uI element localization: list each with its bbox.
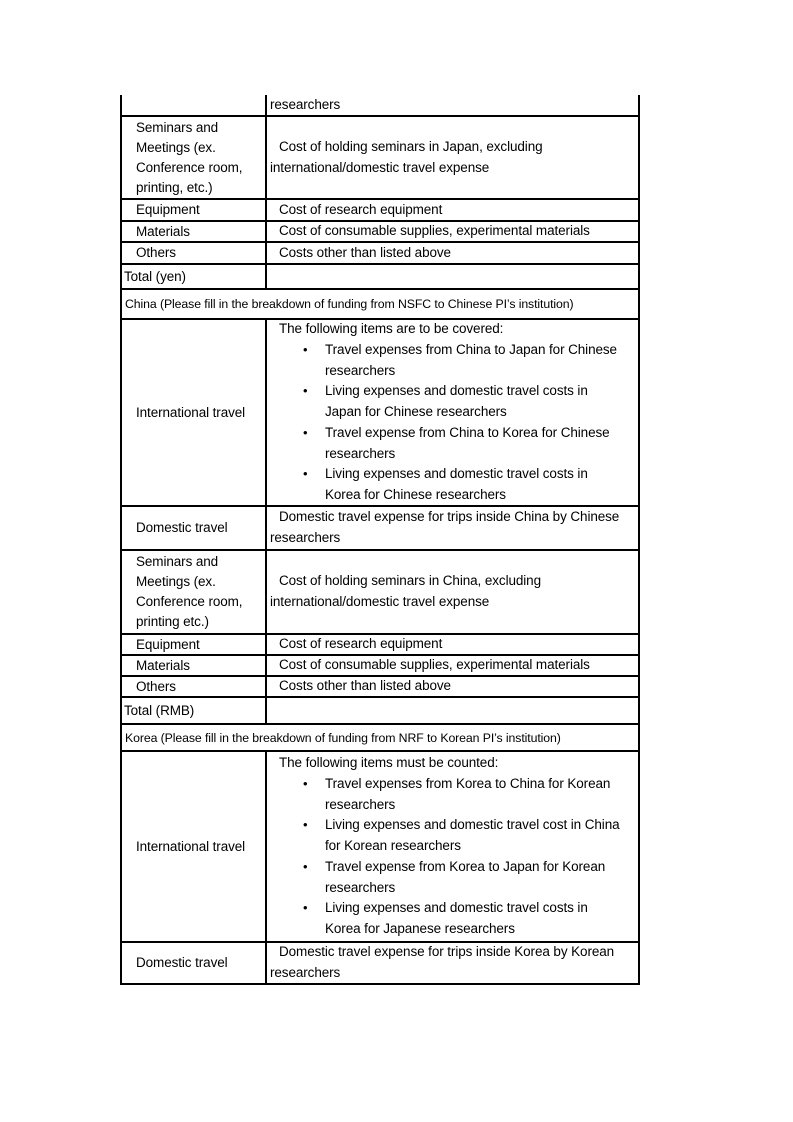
description-line: Costs other than listed above [279,678,451,694]
bullet-text [325,815,634,856]
bullet-icon: • [303,858,308,874]
description-line: researchers [270,965,341,980]
bullet-line: researchers [325,796,396,812]
bullet-line: Living expenses and domestic travel costs in [325,383,588,399]
row-label-line: Meetings (ex. [136,574,216,589]
bullet-icon: • [303,424,308,440]
row-label-cell [122,635,267,654]
description-line: researchers [270,96,341,112]
bullet-text [325,774,634,815]
bullet-line: Korea for Chinese researchers [325,486,506,502]
row-label-line: International travel [136,838,246,854]
row-label-line: Equipment [136,636,200,652]
row-label-cell [122,551,267,633]
description-line: Domestic travel expense for trips inside Korea by Korean [279,944,615,960]
row-international-travel-china [122,320,638,507]
bullet-item [270,340,634,381]
row-label-cell [122,200,267,220]
row-domestic-travel-korea [122,943,638,985]
row-domestic-travel-china [122,507,638,551]
row-label-cell [122,95,267,115]
bullet-item [270,464,634,505]
row-label-line: Materials [136,657,190,673]
korea-section-header [122,725,638,752]
bullet-line: Japan for Chinese researchers [325,404,507,420]
description-line: Cost of research equipment [279,636,443,652]
description-line: The following items must be counted: [279,755,499,771]
bullet-line: for Korean researchers [325,838,461,854]
row-total-japan [122,265,638,290]
row-label-line: Conference room, [136,159,243,175]
row-materials-china [122,656,638,677]
bullet-icon: • [303,817,308,833]
row-others-japan [122,243,638,265]
description-line: The following items are to be covered: [279,321,504,337]
row-label-cell [122,507,267,549]
row-description-cell [267,656,638,675]
bullet-text [325,857,634,898]
row-description-cell [267,507,638,549]
row-equipment-china [122,635,638,656]
bullet-icon: • [303,342,308,358]
bullet-text [325,464,634,505]
row-label-line: Seminars and [136,119,219,135]
row-description-cell [267,200,638,220]
row-label-cell [122,943,267,983]
row-label-line: Others [136,678,176,694]
row-label-line: Total (RMB) [124,702,195,718]
bullet-line: researchers [325,879,396,895]
row-label-line: Domestic travel [136,955,228,970]
bullet-icon: • [303,466,308,482]
bullet-line: Travel expense from Korea to Japan for Korean [325,858,606,874]
description-line: Costs other than listed above [279,244,451,260]
row-description-cell [267,752,638,941]
bullet-text [325,423,634,464]
row-materials-japan [122,222,638,243]
row-label-line: Equipment [136,202,200,217]
bullet-line: Living expenses and domestic travel costs in [325,900,588,916]
bullet-line: Living expenses and domestic travel cost in China [325,817,620,833]
row-description-cell [267,243,638,263]
description-line: international/domestic travel expense [270,159,490,175]
row-description-cell [267,698,638,723]
row-description-cell [267,95,638,115]
bullet-item [270,423,634,464]
row-label-line: Others [136,245,176,260]
row-label-line: printing, etc.) [136,179,213,195]
bullet-line: Travel expenses from China to Japan for Chinese [325,342,617,358]
row-label-line: Materials [136,223,190,239]
row-description-cell [267,320,638,505]
row-label-cell [122,243,267,263]
bullet-icon: • [303,383,308,399]
row-description-cell [267,117,638,198]
row-label-line: Total (yen) [124,268,186,284]
section-header-label: Korea (Please fill in the breakdown of funding from NRF to Korean PI’s institution) [125,730,561,745]
section-header-label: China (Please fill in the breakdown of funding from NSFC to Chinese PI’s institution) [125,297,574,311]
description-line: researchers [270,530,341,545]
row-description-cell [267,635,638,654]
bullet-line: researchers [325,362,396,378]
bullet-text [325,381,634,422]
bullet-item [270,381,634,422]
description-line: international/domestic travel expense [270,594,490,609]
row-label-line: International travel [136,404,246,420]
description-line: Cost of holding seminars in China, excluding [279,573,541,589]
row-seminars-china [122,551,638,635]
description-line: Cost of research equipment [279,201,443,217]
row-label-cell [122,698,267,723]
bullet-line: Travel expenses from Korea to China for Korean [325,776,611,792]
row-international-travel-korea [122,752,638,943]
row-total-china [122,698,638,725]
row-label-line: Seminars and [136,554,219,569]
funding-breakdown-table [120,95,640,985]
bullet-item [270,774,634,815]
description-line: Cost of consumable supplies, experimental materials [279,657,590,673]
description-line: Cost of consumable supplies, experimental materials [279,223,590,239]
description-line: Cost of holding seminars in Japan, excluding [279,138,543,154]
row-label-cell [122,677,267,696]
row-label-cell [122,656,267,675]
row-label-line: Meetings (ex. [136,139,216,155]
row-label-cell [122,222,267,241]
bullet-line: researchers [325,445,396,461]
row-equipment-japan [122,200,638,222]
bullet-line: Korea for Japanese researchers [325,920,515,936]
row-description-cell [267,551,638,633]
bullet-icon: • [303,776,308,792]
description-line: Domestic travel expense for trips inside China by Chinese [279,509,620,525]
row-description-cell [267,265,638,288]
row-label-cell [122,265,267,288]
row-label-line: Conference room, [136,594,243,609]
row-description-cell [267,222,638,241]
bullet-item [270,898,634,939]
china-section-header [122,290,638,320]
row-seminars-japan [122,117,638,200]
row-researchers-continued [122,95,638,117]
bullet-icon: • [303,900,308,916]
bullet-line: Travel expense from China to Korea for Chinese [325,424,610,440]
row-label-line: Domestic travel [136,520,228,535]
bullet-line: Living expenses and domestic travel costs in [325,466,588,482]
row-label-cell [122,320,267,505]
bullet-text [325,898,634,939]
row-label-cell [122,117,267,198]
row-description-cell [267,943,638,983]
row-others-china [122,677,638,698]
row-label-cell [122,752,267,941]
bullet-text [325,340,634,381]
row-description-cell [267,677,638,696]
row-label-line: printing etc.) [136,614,209,629]
bullet-item [270,857,634,898]
bullet-item [270,815,634,856]
